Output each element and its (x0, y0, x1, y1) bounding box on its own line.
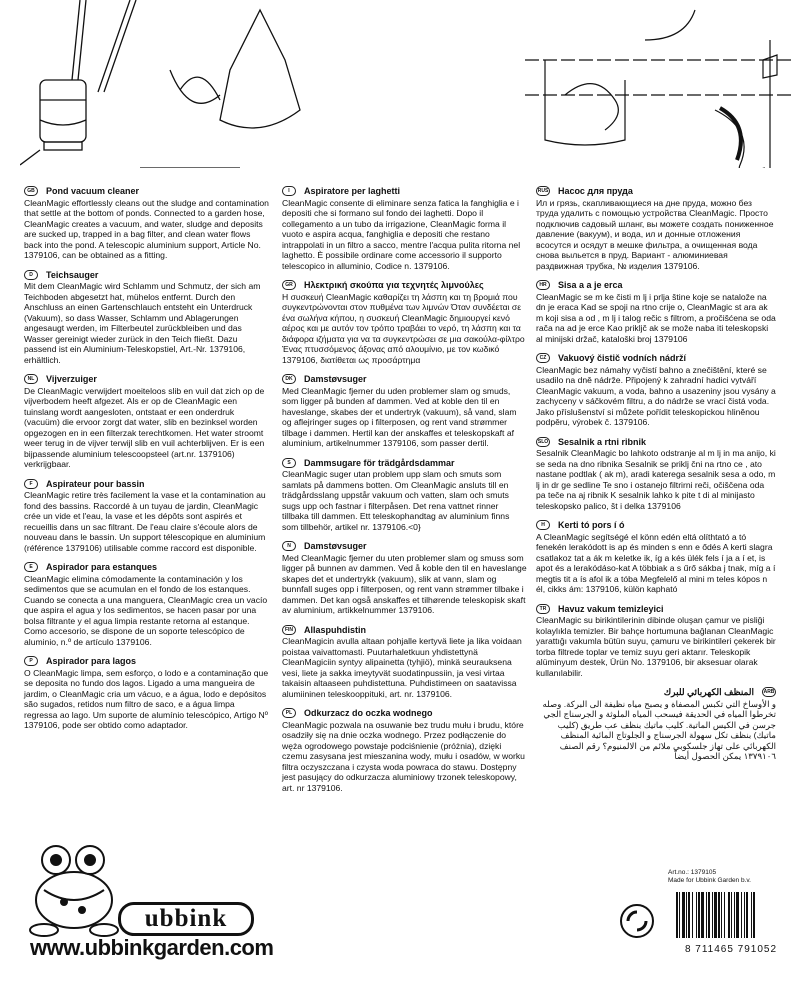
section-text: CleanMagic suger utan problem upp slam och smuts som samlats på dammens botten. Om CleanMagic ansluts till en trädgårdsslang uppstår vakuum och vatten, slam och smuts sugs upp och fastnar i filterpåsen. Det rena vattnet rinner tillbaka till dammen. Ett teleskophandtag av aluminium finns som tillbehör, artikel nr. 1379106.<0} (282, 469, 510, 532)
section-text: و الأوساخ التي تكبس المصفاة و يصبح مياه نظيفة الى البركة. وصله تخرطوا المياه في الحديقة فيسحب المياه الملوثة و الجرسناج الجي جرسن في الكيس الماتية. كليب ماتيك بنظف عب طريق (كليب ماتيك) بنظف تكل سهولة الجرسناج و الجلوتاج المائية المنظف الكهربائي على تهاز جلسكوبي ملائم من الالمنيوم؟ رقم الصنف ١٣٧٩١٠٦ يمكن الحصول أيضاً (542, 698, 776, 761)
barcode-bar (744, 892, 745, 938)
section-text: CleanMagic se m ke čisti m lj i prlja štine koje se natalože na dn je eraca Kad se spoji na rtno crije o, CleanMagic st ara ak m koji sisa a od , m lj i talog rečic s filtrom, a pročišćena se oda rača na ad je erce Kao prikljč ak se može naba iti teleskopski al minijski držač, kataloški broj 1379106 (536, 291, 776, 344)
section-d (24, 270, 269, 366)
brand-wordmark: ubbink (118, 902, 254, 936)
barcode-bar (692, 892, 693, 938)
section-title: Pond vacuum cleaner (46, 186, 140, 196)
language-badge: HR (536, 280, 550, 290)
language-badge: TR (536, 604, 550, 614)
section-heading (282, 708, 527, 719)
section-text: Ил и грязь, скапливающиеся на дне пруда, можно без труда удалить с помощью устройства CleanMagic. Просто подключив садовый шланг, вы можете создать пониженное давление (вакуум), и вода, ил и донные отложения всосутся и осядут в мешке фильтра, а очищенная вода снова выльется в пруд. Вариант - алюминиевая раздвижная трубка, № изделия 1379106. (536, 197, 774, 271)
barcode-bar (718, 892, 720, 938)
section-title: Aspirador para estanques (46, 562, 158, 572)
section-heading (536, 604, 776, 615)
barcode-bar (701, 892, 704, 938)
language-badge: P (24, 656, 38, 666)
section-p (24, 656, 269, 731)
green-dot-recycling-icon (620, 904, 654, 938)
section-title: Aspirateur pour bassin (46, 478, 145, 489)
language-badge: FIN (282, 625, 296, 635)
barcode-bar (736, 892, 739, 938)
barcode-bar (679, 892, 680, 938)
section-text: Η συσκευή CleanMagic καθαρίζει τη λάσπη και τη βρομιά που συγκεντρώνονται στον πυθμένα των λιμνών Όταν συνδέεται σε ένα σωλήνα κήπου, η συσκευή CleanMagic δημιουργεί κενό αέρος και με αυτόν τον τρόπο τραβάει το νερό, τη λάσπη και τα διάφορα ιζήματα για να τα συγκεντρώσει σε μια σακούλα-φίλτρο Ένας πτυσσόμενος άξονας από αλουμίνιο, με τον κωδικό 1379106, διατίθεται ως προσάρτημα (282, 291, 525, 365)
section-text: CleanMagic effortlessly cleans out the sludge and contamination that settle at the bottom of ponds. Connected to a garden hose, CleanMagic creates a vacuum, and water, sludge and deposits are sucked up, trapped in a bag filter, and clean water flows back into the pond. A telescopic aluminium support, Article No. 1379106, can be obtained as a fitting. (24, 197, 269, 260)
language-badge: E (24, 562, 38, 572)
section-rus (536, 186, 776, 271)
language-badge: SLO (537, 438, 549, 445)
section-text: CleanMagic su birikintilerinin dibinde oluşan çamur ve pisliği kolaylıkla temizler. Bir bahçe hortumuna bağlanan CleanMagic yarattığı vakumla bütün suyu, çamuru ve birikintileri çekerek bir torba filtrede toplar ve temiz suyu geri aktarır. Teleskopik alüminyum destek, Ürün No. 1379106, bir aksesuar olarak kullanılabilir. (536, 615, 776, 678)
section-title: Ηλεκτρική σκούπα για τεχνητές λιμνούλες (304, 280, 484, 290)
section-heading (282, 541, 527, 552)
barcode-bar (714, 892, 717, 938)
language-badge: GR (282, 280, 296, 290)
language-badge: NL (24, 374, 38, 384)
barcode-bar (696, 892, 697, 938)
section-heading (282, 625, 527, 636)
section-tr (536, 604, 776, 679)
language-badge: ARB (763, 689, 775, 696)
language-badge: I (282, 186, 296, 196)
section-text: Mit dem CleanMagic wird Schlamm und Schmutz, der sich am Teichboden abgesetzt hat, mühelos entfernt. Durch den Anschluss an einen Gartenschlauch entsteht ein Unterdruck (Vakuum), so dass Wasser, Schlamm und Ablagerungen angesaugt werden, im Filterbeutel zurückbleiben und das Wasser gereinigt wieder zurück in den Teich fließt. Dazu passend ist ein Aluminium-Teleskopstiel, Art.-Nr. 1379106, erhältlich. (24, 281, 261, 365)
section-heading (536, 687, 776, 698)
section-dk (282, 374, 527, 449)
section-title: Kerti tó pors í ó (558, 520, 625, 530)
barcode-bar (712, 892, 713, 938)
section-fin (282, 625, 527, 700)
section-arb (536, 687, 776, 762)
recycle-arrows-icon (622, 906, 652, 936)
barcode-bar (753, 892, 755, 938)
section-text: Med CleanMagic fjerner du uden problemer slam og smuds, som ligger på bunden af dammen. Ved at koble den til en haveslange, skabes der et undertryk (vakuum), så vand, slam og aflejringer suges op i filterposen, og rent vand strømmer tilbage i dammen. Hertil kan der anskaffes et teleskopskaft af aluminium, artikelnummer 1379106, som passer dertil. (282, 385, 517, 448)
section-heading (536, 280, 776, 291)
section-text: CleanMagic pozwala na osuwanie bez trudu mułu i brudu, które osadziły się na dnie oczka wodnego. Przez podłączenie do węża ogrodowego powstaje podciśnienie (próżnia), dzięki czemu zasysana jest mieszanina wody, mułu i osadów, w worku filtra oczyszczana i czysta woda powraca do stawu. Dostępny jest pasujący do odkurzacza aluminiowy trzonek teleskopowy, art. nr 1379106. (282, 719, 525, 793)
section-title: المنظف الكهربائي للبرك (663, 687, 754, 697)
text-column-1 (24, 186, 269, 740)
section-heading (24, 374, 269, 385)
section-e (24, 562, 269, 647)
section-title: Sisa a a je erca (558, 280, 623, 290)
barcode-bar (728, 892, 730, 938)
section-heading (24, 656, 269, 667)
section-title: Aspiratore per laghetti (304, 186, 401, 196)
section-heading (282, 280, 527, 291)
section-text: CleanMagic elimina cómodamente la contaminación y los sedimentos que se acumulan en el fondo de los estanques. Cuando se conecta a una manguera, CleanMagic crea un vacío que aspira el agua y los sedimentos, se hacen pasar por una bolsa filtrante y el agua limpia restante retorna al estanque. Como accesorio, se dispone de un soporte telescópico de aluminio, n.º de artículo 1379106. (24, 573, 268, 647)
section-slo (536, 437, 776, 512)
section-title: Havuz vakum temizleyici (558, 603, 664, 614)
section-title: Odkurzacz do oczka wodnego (304, 708, 433, 718)
section-text: CleanMagicin avulla altaan pohjalle kertyvä liete ja lika voidaan poistaa vaivattomasti. Puutarhaletkuun yhdistettynä CleanMagiciin syntyy alipainetta (tyhjiö), minkä seurauksena vesi, liete ja sakka imeytyvät suodatinpussiin, ja vesi virtaa takaisin altaaseen puhdistettuna. Puhdistimeen on saatavissa alumiininen teleskooppituki, art. nr. 1379106. (282, 636, 522, 699)
article-number: Art.no.: 1379105 (668, 869, 717, 876)
section-text: CleanMagic consente di eliminare senza fatica la fanghiglia e i depositi che si formano sul fondo dei laghetti. Dopo il collegamento a un tubo da irrigazione, CleanMagic forma il vuoto e aspira acqua, fanghiglia e depositi che restano intrappolati in un filtro a sacco, mentre l'acqua pulita ritorna nel laghetto. È possibile ordinare come accessorio il supporto telescopico in alluminio, Codice n. 1379106. (282, 197, 521, 271)
vacuum-illustration-left (20, 0, 340, 168)
barcode-bar (676, 892, 678, 938)
vacuum-illustration-right (505, 0, 795, 168)
barcode-bar (682, 892, 685, 938)
barcode-bar (734, 892, 735, 938)
section-title: Насос для пруда (558, 186, 633, 196)
section-s (282, 458, 527, 533)
barcode-bars-icon (672, 892, 790, 938)
article-info (668, 869, 751, 884)
language-badge: N (282, 541, 296, 551)
language-badge: CZ (536, 353, 550, 363)
section-heading (536, 353, 776, 364)
barcode-bar (721, 892, 722, 938)
section-cz (536, 353, 776, 428)
product-barcode (672, 892, 790, 955)
barcode-bar (708, 892, 710, 938)
section-title: Allaspuhdistin (304, 624, 367, 635)
language-badge: D (24, 270, 38, 280)
section-title: Damstøvsuger (304, 374, 367, 384)
section-title: Vijverzuiger (46, 374, 97, 384)
language-badge: DK (282, 374, 296, 384)
section-text: A CleanMagic segítségé el könn edén eltá olíthtató a tó fenekén lerakódott is ap és minden s enn e ődés A kerti slagra csatlakoz tat a ák m keletke ik, íg a kés ülék fels í ja a í et, is apot és a lerakódáso-kat A többiak a s űrő sákba j tnak, míg a í megtis tit a ís afol ik a tóba Megfelelő al mini m teles kópos n él, cikks ám: 1379106, külön kapható (536, 531, 776, 594)
manufacturer-note: Made for Ubbink Garden b.v. (668, 876, 751, 884)
barcode-bar (741, 892, 742, 938)
section-heading (536, 186, 776, 197)
section-title: Dammsugare för trädgårdsdammar (304, 457, 455, 468)
section-text: O CleanMagic limpa, sem esforço, o lodo e a contaminação que se deposita no fundo dos lagos. Ligado a uma mangueira de jardim, o CleanMagic cria um vácuo, e a água, lodo e depósitos são sugados, retidos num filtro de saco, e a água limpa regressa ao lago. Um suporte de alumínio telescópico, Artigo Nº 1379106, pode ser obtido como adaptador. (24, 667, 269, 730)
section-gr (282, 280, 527, 365)
language-badge: F (24, 479, 38, 489)
section-heading (24, 479, 269, 490)
text-column-2 (282, 186, 527, 802)
barcode-number: 8 711465 791052 (684, 944, 778, 955)
section-text: CleanMagic bez námahy vyčistí bahno a znečištění, které se usadilo na dně nádrže. Připojený k zahradní hadici vytváří CleanMagic vakuum, a voda, bahno a usazeniny jsou vysány a zachyceny v sáčkovém filtru, a do nádrže se vrací čistá voda. Jako příslušenství si můžete pořídit teleskopickou hliněnou podpěru, výrobek č. 1379106. (536, 364, 776, 427)
barcode-bar (751, 892, 752, 938)
section-heading (24, 562, 269, 573)
section-heading (282, 458, 527, 469)
barcode-bar (706, 892, 707, 938)
barcode-bar (698, 892, 700, 938)
section-gb (24, 186, 269, 261)
section-heading (282, 374, 527, 385)
section-title: Sesalnik a rtni ribnik (558, 436, 647, 447)
section-n (282, 541, 527, 616)
section-title: Teichsauger (46, 269, 99, 280)
section-text: Sesalnik CleanMagic bo lahkoto odstranje al m lj in ma anijo, ki se seda na dno ribnika Sesalnik se priklj čni na rtno ce , ato nastane podtlak ( ak m), aradi katerega sesalnik sesa a odo, m lj in dr ge sedline Te sno i ostanejo filtrirni reči, očiščena oda pa teče na aj ribnik K sesalnik lahko k pite t di al minijasto teleskopsko palico, št i delka 1379106 (536, 448, 776, 511)
section-heading (536, 520, 776, 531)
section-heading (24, 270, 269, 281)
section-hr (536, 280, 776, 344)
section-text: Med CleanMagic fjerner du uten problemer slam og smuss som ligger på bunnen av dammen. Ved å koble den til en haveslange skapes det et undertrykk (vakuum), slik at vann, slam og bunnfall suges opp i filterposen, og rent vann strømmer tilbake i dammen. Det kan også anskaffes et tilhørende teleskopisk skaft av aluminium, artikkelnummer 1379106. (282, 552, 527, 615)
barcode-bar (686, 892, 687, 938)
text-column-3 (536, 186, 776, 771)
barcode-bar (724, 892, 725, 938)
language-badge: GB (24, 186, 38, 196)
section-pl (282, 708, 527, 793)
section-title: Aspirador para lagos (46, 656, 137, 666)
barcode-bar (731, 892, 732, 938)
section-heading (536, 437, 776, 448)
barcode-bar (746, 892, 748, 938)
section-heading (24, 186, 269, 197)
language-badge: PL (282, 708, 296, 718)
website-url: www.ubbinkgarden.com (30, 935, 274, 960)
section-i (282, 186, 527, 271)
section-f (24, 479, 269, 554)
language-badge: RUS (537, 188, 549, 195)
language-badge: S (282, 458, 296, 468)
section-heading (282, 186, 527, 197)
section-text: CleanMagic retire très facilement la vase et la contamination au fond des bassins. Raccordé à un tuyau de jardin, CleanMagic crée un vide et l'eau, la vase et les dépôts sont aspirés et recueillis dans un sac filtrant. De l'eau claire s'écoule alors de nouveau dans le bassin. Un support télescopique en aluminium (référence 1379106) utilisable comme raccord est disponible. (24, 490, 266, 553)
section-text: De CleanMagic verwijdert moeiteloos slib en vuil dat zich op de vijverbodem heeft afgezet. Als er op de CleanMagic een tuinslang wordt aangesloten, ontstaat er een onderdruk (vacuüm) die ervoor zorgt dat water, slib en bezinksel worden opgezogen en in een filterzak terechtkomen. Het water stroomt weer terug in de vijver terwijl slib en vuil achterblijven. Er is een bijpassende aluminium telescoopsteel (art.nr. 1379106) verkrijgbaar. (24, 385, 265, 469)
barcode-bar (688, 892, 690, 938)
language-badge: H (536, 520, 550, 530)
section-h (536, 520, 776, 595)
section-title: Damstøvsuger (304, 541, 367, 551)
section-title: Vakuový čistič vodních nádrží (558, 353, 687, 363)
section-nl (24, 374, 269, 470)
